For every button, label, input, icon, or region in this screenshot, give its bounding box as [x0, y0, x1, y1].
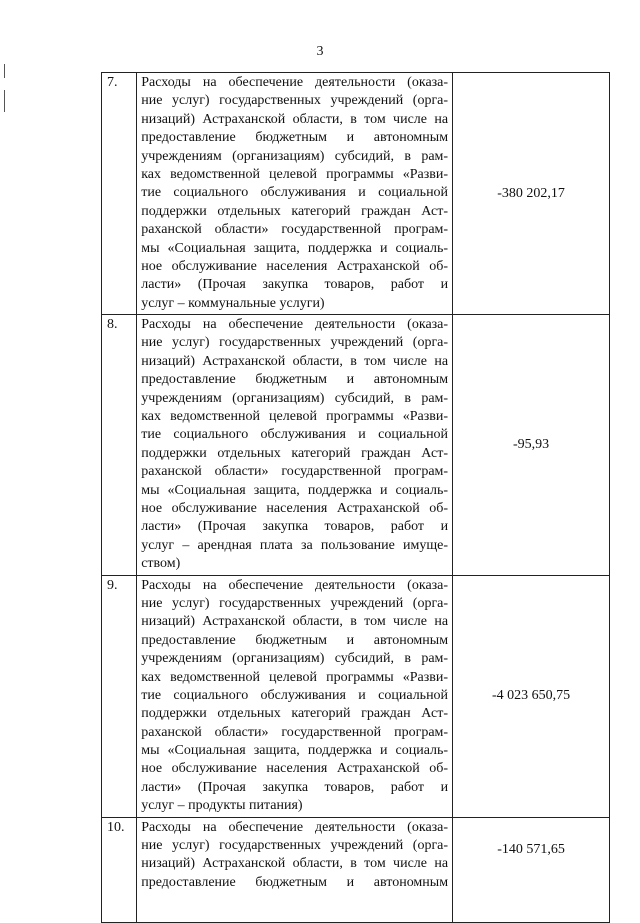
row-description	[137, 575, 453, 817]
description-line: предоставление бюджетным и автономным	[141, 130, 449, 146]
description-line: мы «Социальная защита, поддержка и социаль-	[141, 743, 449, 759]
description-line: мы «Социальная защита, поддержка и социаль-	[141, 240, 449, 256]
description-line: услуг – арендная плата за пользование имуще-	[141, 537, 449, 553]
description-line: поддержки отдельных категорий граждан Аст-	[141, 445, 449, 461]
description-line: учреждениям (организациям) субсидий, в рам-	[141, 148, 449, 164]
description-line: ласти» (Прочая закупка товаров, работ и	[141, 779, 449, 795]
description-line: Расходы на обеспечение деятельности (оказа-	[141, 75, 449, 90]
description-line: ние услуг) государственных учреждений (орга-	[141, 93, 449, 109]
description-line: тие социального обслуживания и социальной	[141, 687, 449, 703]
description-line: низаций) Астраханской области, в том числе на	[141, 111, 449, 127]
description-line: ках ведомственной целевой программы «Разви-	[141, 409, 449, 425]
margin-marks	[4, 60, 6, 120]
description-line: тие социального обслуживания и социальной	[141, 427, 449, 443]
table-row	[102, 315, 610, 575]
row-number: 9.	[102, 575, 137, 817]
description-line: низаций) Астраханской области, в том числе на	[141, 353, 449, 369]
row-number: 10.	[102, 817, 137, 922]
description-line: раханской области» государственной програм-	[141, 222, 449, 238]
description-line: ством)	[141, 556, 181, 572]
row-description	[137, 73, 453, 315]
description-line: поддержки отдельных категорий граждан Аст-	[141, 706, 449, 722]
description-line: учреждениям (организациям) субсидий, в рам-	[141, 651, 449, 667]
description-line: ние услуг) государственных учреждений (орга-	[141, 838, 449, 854]
description-line: ное обслуживание населения Астраханской об-	[141, 761, 449, 777]
description-line: услуг – продукты питания)	[141, 798, 303, 814]
description-line: предоставление бюджетным и автономным	[141, 372, 449, 388]
description-line: раханской области» государственной програм-	[141, 724, 449, 740]
description-line: ках ведомственной целевой программы «Разви-	[141, 166, 449, 182]
description-line: ние услуг) государственных учреждений (орга-	[141, 335, 449, 351]
description-line: низаций) Астраханской области, в том числе на	[141, 856, 449, 872]
description-line: ках ведомственной целевой программы «Разви-	[141, 669, 449, 685]
description-line: Расходы на обеспечение деятельности (оказа-	[141, 317, 449, 333]
table-row	[102, 73, 610, 315]
description-line: ное обслуживание населения Астраханской об-	[141, 258, 449, 274]
description-line: раханской области» государственной програм-	[141, 464, 449, 480]
description-line: предоставление бюджетным и автономным	[141, 632, 449, 648]
description-line: мы «Социальная защита, поддержка и социаль-	[141, 482, 449, 498]
row-amount: -95,93	[453, 315, 610, 575]
page-number: 3	[316, 44, 324, 59]
description-line: низаций) Астраханской области, в том числе на	[141, 614, 449, 630]
description-line: услуг – коммунальные услуги)	[141, 295, 325, 311]
row-number: 7.	[102, 73, 137, 315]
table-row	[102, 817, 610, 922]
description-line: ное обслуживание населения Астраханской об-	[141, 500, 449, 516]
description-line: ласти» (Прочая закупка товаров, работ и	[141, 519, 449, 535]
row-number: 8.	[102, 315, 137, 575]
description-line: тие социального обслуживания и социальной	[141, 185, 449, 201]
description-line: учреждениям (организациям) субсидий, в рам-	[141, 390, 449, 406]
row-amount: -4 023 650,75	[453, 575, 610, 817]
table-row	[102, 575, 610, 817]
description-line: предоставление бюджетным и автономным	[141, 874, 449, 890]
row-amount: -140 571,65	[453, 817, 610, 922]
description-line: поддержки отдельных категорий граждан Аст-	[141, 203, 449, 219]
row-description	[137, 315, 453, 575]
description-line: ласти» (Прочая закупка товаров, работ и	[141, 277, 449, 293]
description-line: Расходы на обеспечение деятельности (оказа-	[141, 819, 449, 835]
description-line: Расходы на обеспечение деятельности (оказа-	[141, 577, 449, 593]
row-description	[137, 817, 453, 922]
row-amount: -380 202,17	[453, 73, 610, 315]
budget-table	[101, 72, 610, 923]
description-line: ние услуг) государственных учреждений (орга-	[141, 595, 449, 611]
